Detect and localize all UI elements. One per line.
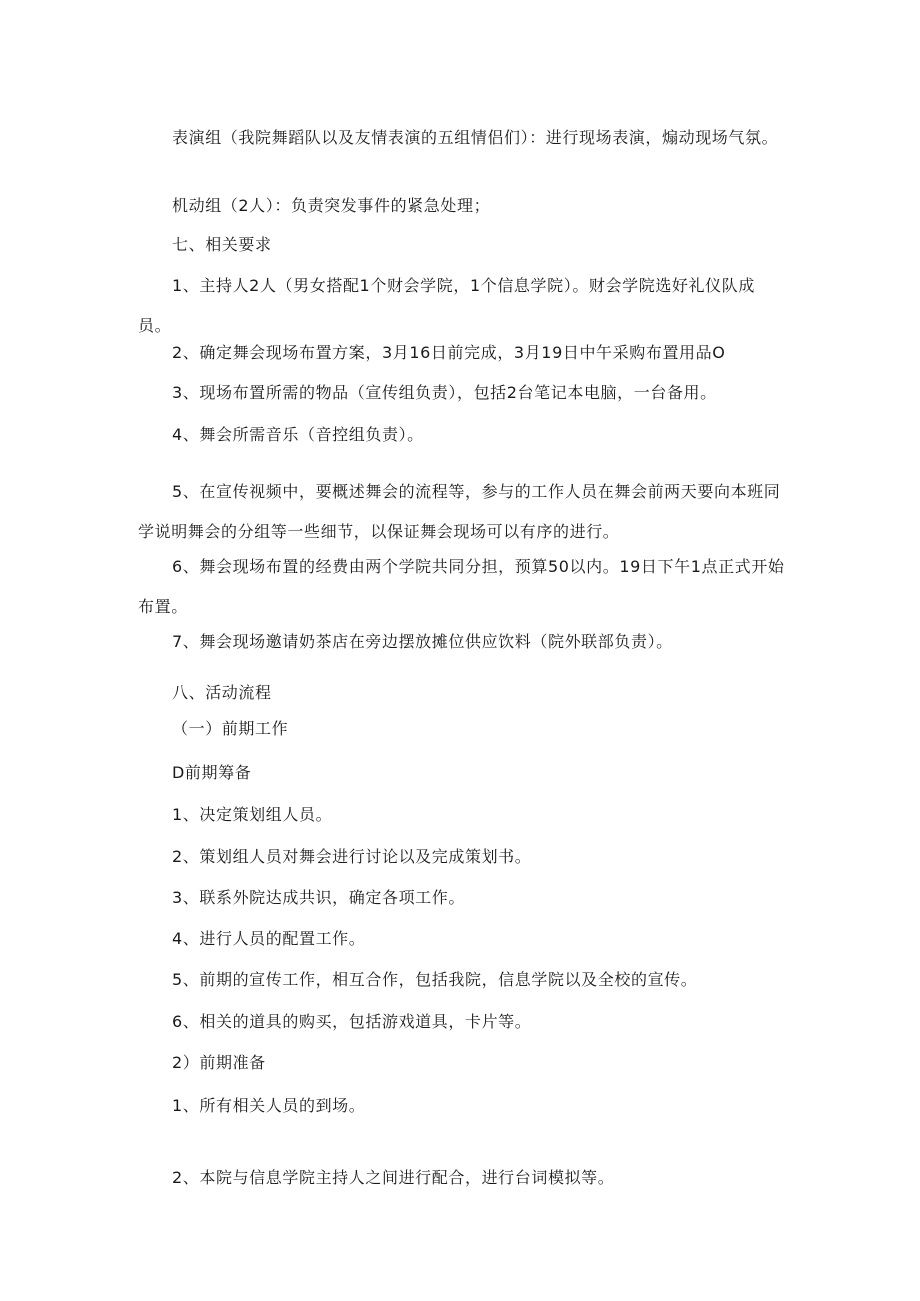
planning-item-3: 3、联系外院达成共识，确定各项工作。 (172, 888, 465, 907)
subheading-preliminary-planning: D前期筹备 (172, 763, 252, 782)
subsection-heading-preliminary-work: （一）前期工作 (172, 719, 289, 738)
planning-item-4: 4、进行人员的配置工作。 (172, 929, 366, 948)
planning-item-6: 6、相关的道具的购买，包括游戏道具，卡片等。 (172, 1012, 532, 1031)
planning-item-1: 1、决定策划组人员。 (172, 805, 333, 824)
requirement-item-7: 7、舞会现场邀请奶茶店在旁边摆放摊位供应饮料（院外联部负责）。 (172, 632, 673, 651)
preparation-item-1: 1、所有相关人员的到场。 (172, 1096, 366, 1115)
requirement-item-5: 5、在宣传视频中，要概述舞会的流程等，参与的工作人员在舞会前两天要向本班同学说明舞会的分组等一些细节，以保证舞会现场可以有序的进行。 (138, 482, 781, 541)
requirement-item-3: 3、现场布置所需的物品（宣传组负责），包括2台笔记本电脑，一台备用。 (172, 383, 717, 402)
planning-item-2: 2、策划组人员对舞会进行讨论以及完成策划书。 (172, 847, 532, 866)
requirement-item-6: 6、舞会现场布置的经费由两个学院共同分担，预算50以内。19日下午1点正式开始布置。 (138, 557, 785, 616)
planning-item-5: 5、前期的宣传工作，相互合作，包括我院，信息学院以及全校的宣传。 (172, 970, 698, 989)
subheading-preliminary-preparation: 2）前期准备 (172, 1053, 266, 1072)
preparation-item-2: 2、本院与信息学院主持人之间进行配合，进行台词模拟等。 (172, 1168, 615, 1187)
requirement-item-2: 2、确定舞会现场布置方案，3月16日前完成，3月19日中午采购布置用品O (172, 343, 726, 362)
section-heading-requirements: 七、相关要求 (172, 235, 272, 254)
requirement-item-4: 4、舞会所需音乐（音控组负责）。 (172, 425, 424, 444)
section-heading-activity-flow: 八、活动流程 (172, 683, 272, 702)
paragraph-mobile-group: 机动组（2人）：负责突发事件的紧急处理； (172, 196, 491, 215)
requirement-item-1: 1、主持人2人（男女搭配1个财会学院，1个信息学院）。财会学院选好礼仪队成员。 (138, 276, 755, 335)
paragraph-performance-group: 表演组（我院舞蹈队以及友情表演的五组情侣们）：进行现场表演，煽动现场气氛。 (172, 128, 779, 147)
